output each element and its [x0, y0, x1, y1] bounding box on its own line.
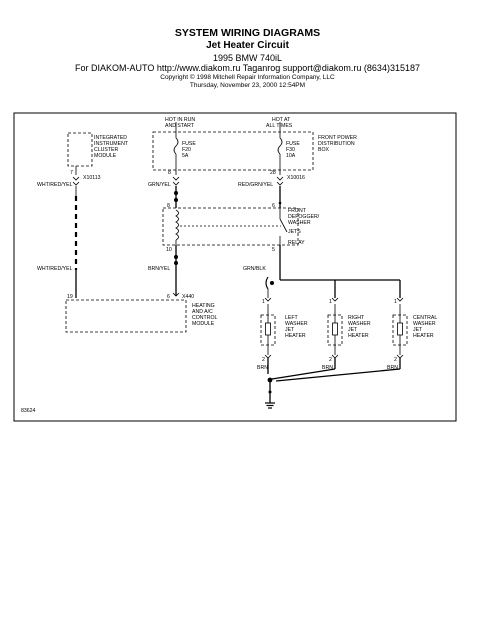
- right-heater-label-line1: RIGHT: [348, 315, 365, 321]
- wire-label-wht-red-yel-top: WHT/RED/YEL: [37, 182, 73, 188]
- copyright-line: Copyright © 1998 Mitchell Repair Information Company, LLC: [160, 74, 335, 81]
- relay-label-line5: RELAY: [288, 240, 305, 246]
- hvac-pin-6-label: 6: [167, 294, 170, 300]
- fuse30-label-line1: FUSE: [286, 141, 300, 147]
- cluster-label-line1: INTEGRATED: [94, 135, 128, 141]
- right-heater-element: [333, 323, 338, 335]
- central-heater-label-line1: CENTRAL: [413, 315, 438, 321]
- relay-pin-5-label: 5: [272, 247, 275, 253]
- page-title: SYSTEM WIRING DIAGRAMS: [174, 27, 321, 39]
- wire-label-brn-yel: BRN/YEL: [148, 266, 171, 272]
- fpdb-label-line1: FRONT POWER: [318, 135, 357, 141]
- pin-8-fuse-label: 8: [168, 170, 171, 176]
- fuse-f20: [174, 138, 178, 154]
- fpdb-label-line2: DISTRIBUTION: [318, 141, 355, 147]
- right-heater-label-line4: HEATER: [348, 333, 369, 339]
- diagram-frame: [14, 113, 456, 421]
- central-heater-pin2: 2: [394, 357, 397, 363]
- contact-line: For DIAKOM-AUTO http://www.diakom.ru Taganrog support@diakom.ru (8634)315187: [75, 63, 420, 73]
- relay-label-line1: FRONT: [288, 208, 306, 214]
- central-heater-pin1: 1: [394, 299, 397, 305]
- left-heater-pin2: 2: [262, 357, 265, 363]
- fuse-f30: [278, 138, 282, 154]
- relay-pin-6-label: 6: [272, 203, 275, 209]
- cluster-label-line4: MODULE: [94, 153, 117, 159]
- right-heater-label-line2: WASHER: [348, 321, 371, 327]
- fuse20-label-line3: 5A: [182, 153, 189, 159]
- fuse20-label-line1: FUSE: [182, 141, 196, 147]
- circuit-name: Jet Heater Circuit: [206, 40, 289, 51]
- left-heater-element: [266, 323, 271, 335]
- right-heater-pin1: 1: [329, 299, 332, 305]
- diagram-id: 83624: [21, 408, 36, 414]
- vehicle-model: 1995 BMW 740iL: [212, 53, 283, 63]
- relay-label-line3: WASHER: [288, 220, 311, 226]
- cluster-module-box: [68, 133, 92, 166]
- timestamp-line: Thursday, November 23, 2000 12:54PM: [189, 82, 306, 89]
- hvac-label-line1: HEATING: [192, 303, 215, 309]
- relay-coil: [176, 210, 179, 240]
- relay-label-line2: DEFOGGER/: [288, 214, 320, 220]
- hvac-pin-19-label: 19: [67, 294, 73, 300]
- hvac-label-line4: MODULE: [192, 321, 215, 327]
- relay-pin-10-label: 10: [166, 247, 172, 253]
- connector-x10113: X10113: [83, 175, 101, 181]
- cluster-label-line2: INSTRUMENT: [94, 141, 129, 147]
- central-heater-label-line3: JET: [413, 327, 423, 333]
- left-heater-label-line1: LEFT: [285, 315, 298, 321]
- central-heater-element: [398, 323, 403, 335]
- hot-at-all-line2: ALL TIMES: [266, 123, 293, 129]
- relay-switch: [280, 219, 287, 232]
- hot-in-run-line1: HOT IN RUN: [165, 117, 196, 123]
- right-heater-pin2: 2: [329, 357, 332, 363]
- central-heater-label-line4: HEATER: [413, 333, 434, 339]
- hvac-module-box: [66, 300, 186, 332]
- hot-in-run-line2: AND START: [165, 123, 194, 129]
- connector-x440: X440: [182, 294, 195, 300]
- wire-label-grn-blk: GRN/BLK: [243, 266, 266, 272]
- relay-box: [163, 208, 298, 245]
- relay-pin-8-label: 8: [167, 203, 170, 209]
- wire-label-wht-red-yel-bottom: WHT/RED/YEL: [37, 266, 73, 272]
- hot-at-all-line1: HOT AT: [272, 117, 291, 123]
- left-heater-label-line2: WASHER: [285, 321, 308, 327]
- cluster-label-line3: CLUSTER: [94, 147, 119, 153]
- hvac-label-line2: AND A/C: [192, 309, 213, 315]
- central-heater-label-line2: WASHER: [413, 321, 436, 327]
- fuse30-label-line3: 10A: [286, 153, 296, 159]
- wire-label-brn-central: BRN: [387, 365, 398, 371]
- connector-x10016: X10016: [287, 175, 305, 181]
- left-heater-label-line3: JET: [285, 327, 295, 333]
- fpdb-label-line3: BOX: [318, 147, 329, 153]
- right-heater-label-line3: JET: [348, 327, 358, 333]
- wire-label-brn-right: BRN: [322, 365, 333, 371]
- wire-label-grn-yel: GRN/YEL: [148, 182, 171, 188]
- hvac-label-line3: CONTROL: [192, 315, 218, 321]
- wire-label-red-grn-yel: RED/GRN/YEL: [238, 182, 274, 188]
- left-heater-pin1: 1: [262, 299, 265, 305]
- left-heater-label-line4: HEATER: [285, 333, 306, 339]
- wire-label-brn-left: BRN: [257, 365, 268, 371]
- relay-label-line4: JETS: [288, 229, 301, 235]
- pin-7-label: 7: [70, 170, 73, 176]
- fuse30-label-line2: F30: [286, 147, 295, 153]
- pin-28-label: 28: [270, 170, 276, 176]
- fuse20-label-line2: F20: [182, 147, 191, 153]
